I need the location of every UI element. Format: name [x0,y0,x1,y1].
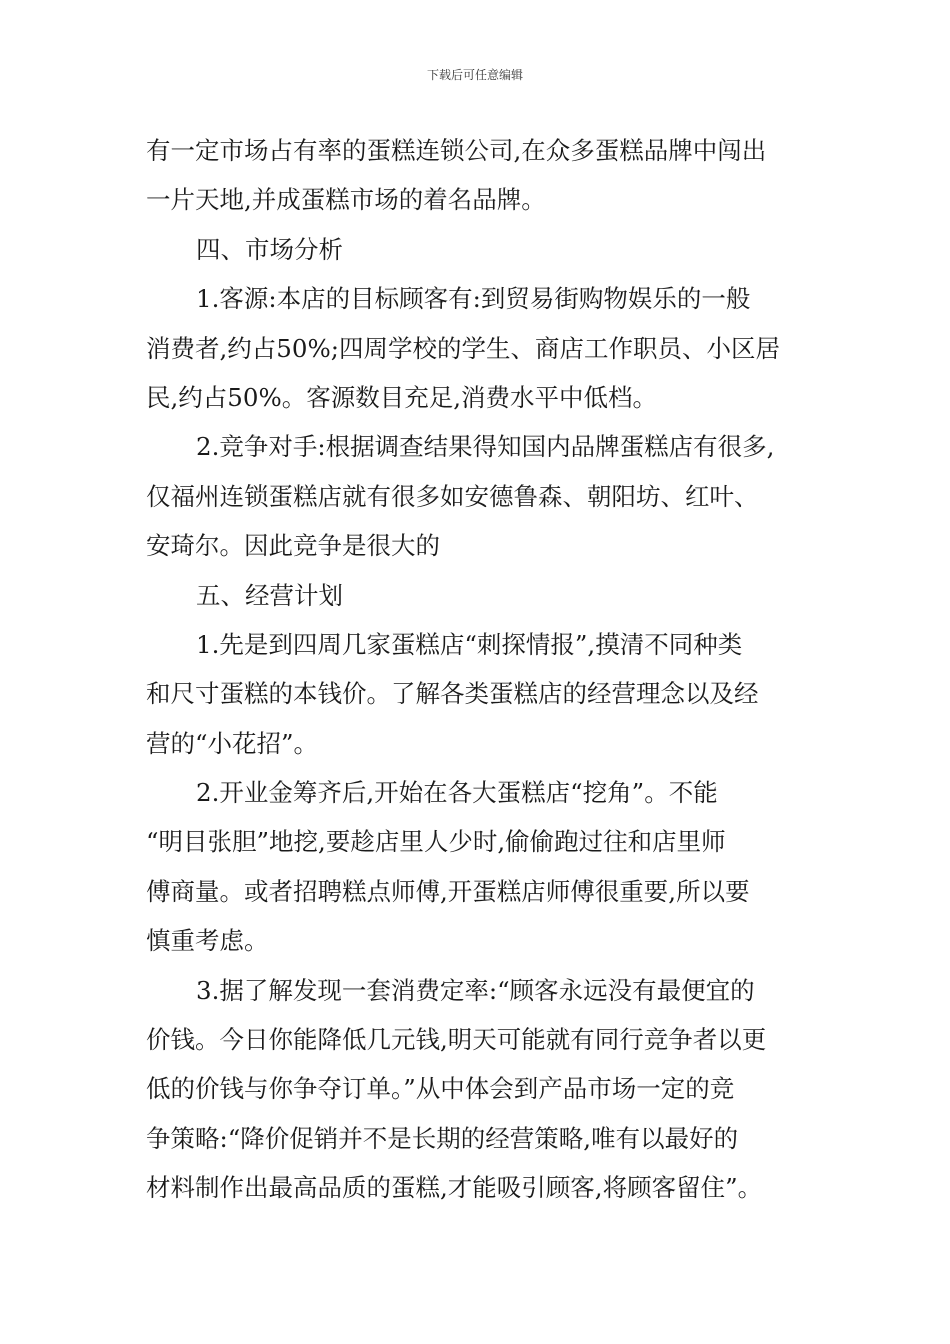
text-line: 仅福州连锁蛋糕店就有很多如安德鲁森、朝阳坊、红叶、 [146,481,759,511]
text-line: 1.先是到四周几家蛋糕店“刺探情报”,摸清不同种类 [196,629,743,659]
text-line: 2.开业金筹齐后,开始在各大蛋糕店“挖角”。不能 [196,778,718,808]
text-line: 傅商量。或者招聘糕点师傅,开蛋糕店师傅很重要,所以要 [146,876,750,906]
text-line: “明目张胆”地挖,要趁店里人少时,偷偷跑过往和店里师 [146,827,726,857]
text-line: 四、市场分析 [196,234,343,264]
text-line: 材料制作出最高品质的蛋糕,才能吸引顾客,将顾客留住”。 [146,1173,763,1203]
text-line: 有一定市场占有率的蛋糕连锁公司,在众多蛋糕品牌中闯出 [146,136,767,165]
text-line: 营的“小花招”。 [146,728,319,758]
text-line: 民,约占50%。客源数目充足,消费水平中低档。 [146,382,658,412]
text-line: 3.据了解发现一套消费定率:“顾客永远没有最便宜的 [196,975,755,1005]
text-line: 安琦尔。因此竞争是很大的 [146,531,440,561]
text-line: 低的价钱与你争夺订单。”从中体会到产品市场一定的竞 [146,1074,735,1104]
text-line: 慎重考虑。 [146,926,269,956]
text-line: 2.竞争对手:根据调查结果得知国内品牌蛋糕店有很多, [196,432,775,462]
text-line: 1.客源:本店的目标顾客有:到贸易街购物娱乐的一般 [196,284,751,314]
text-line: 价钱。今日你能降低几元钱,明天可能就有同行竞争者以更 [146,1025,767,1055]
text-line: 五、经营计划 [196,580,343,610]
text-line: 和尺寸蛋糕的本钱价。了解各类蛋糕店的经营理念以及经 [146,679,759,709]
text-line: 消费者,约占50%;四周学校的学生、商店工作职员、小区居 [146,333,780,363]
page-header: 下载后可任意编辑 [426,68,523,82]
document-body [146,126,814,1213]
text-line: 一片天地,并成蛋糕市场的着名品牌。 [146,185,546,215]
text-line: 争策略:“降价促销并不是长期的经营策略,唯有以最好的 [146,1123,739,1153]
